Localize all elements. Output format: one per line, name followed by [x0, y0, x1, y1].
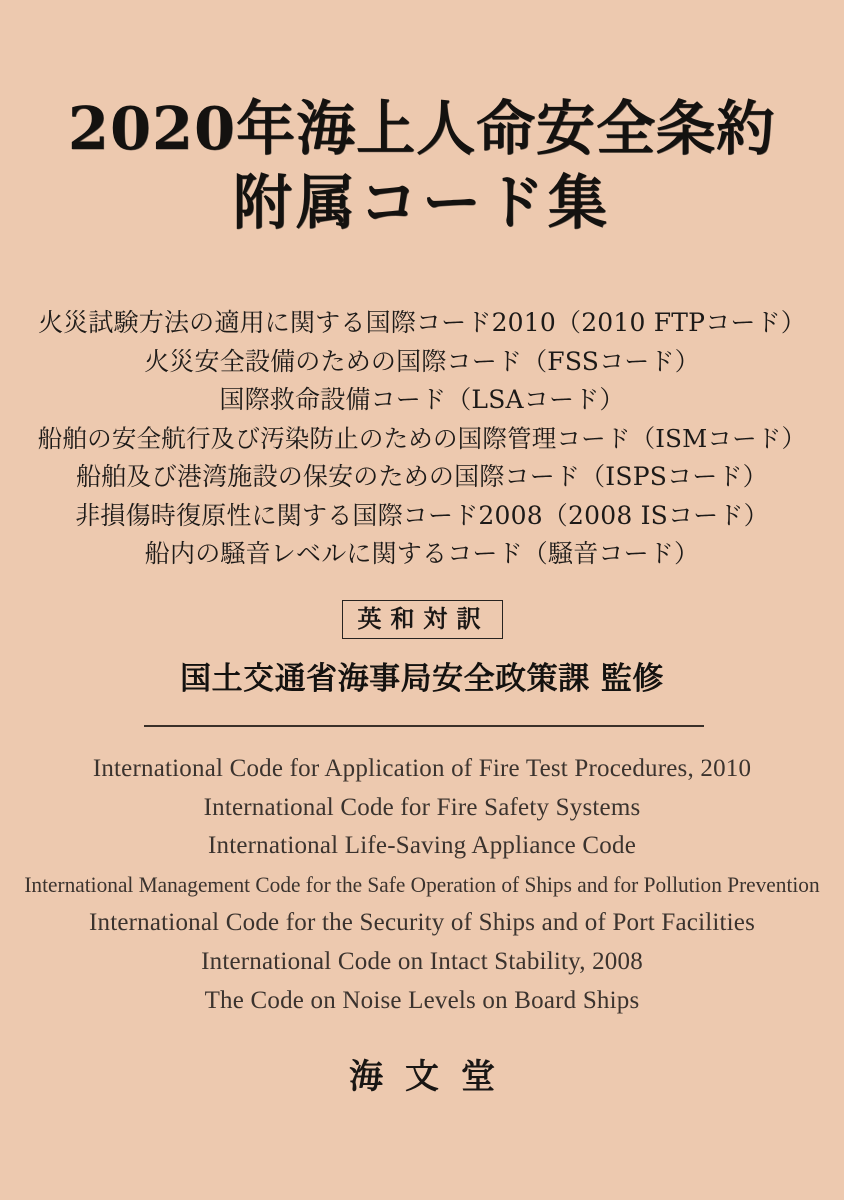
english-code-item: International Code on Intact Stability, 2008	[201, 947, 643, 975]
japanese-code-item: 火災安全設備のための国際コード（FSSコード）	[144, 346, 700, 376]
english-code-item: International Code for Fire Safety Systems	[203, 793, 641, 821]
japanese-code-item: 国際救命設備コード（LSAコード）	[219, 385, 625, 414]
title-line-1: 2020年海上人命安全条約	[67, 94, 777, 163]
japanese-code-item: 非損傷時復原性に関する国際コード2008（2008 ISコード）	[75, 500, 769, 530]
bilingual-badge: 英和対訳	[342, 600, 503, 639]
english-code-list	[0, 750, 844, 1020]
english-code-item: International Life-Saving Appliance Code	[207, 832, 636, 860]
english-code-item: The Code on Noise Levels on Board Ships	[204, 986, 640, 1014]
japanese-code-item: 船内の騒音レベルに関するコード（騒音コード）	[144, 539, 700, 568]
book-title	[0, 92, 844, 240]
divider	[144, 725, 704, 727]
supervisor-credit: 国土交通省海事局安全政策課 監修	[180, 661, 664, 697]
english-code-item: International Code for Application of Fire Test Procedures, 2010	[92, 755, 752, 782]
publisher-name: 海文堂	[349, 1057, 517, 1097]
japanese-code-item: 火災試験方法の適用に関する国際コード2010（2010 FTPコード）	[37, 308, 807, 337]
japanese-code-list	[0, 304, 844, 574]
japanese-code-item: 船舶及び港湾施設の保安のための国際コード（ISPSコード）	[76, 462, 768, 491]
english-code-item: International Code for the Security of Ships and of Port Facilities	[88, 909, 756, 937]
bilingual-badge-container	[0, 600, 844, 639]
english-code-item: International Management Code for the Safe Operation of Ships and for Pollution Prevention	[24, 871, 820, 897]
title-line-2: 附属コード集	[232, 168, 611, 237]
japanese-code-item: 船舶の安全航行及び汚染防止のための国際管理コード（ISMコード）	[37, 423, 807, 453]
